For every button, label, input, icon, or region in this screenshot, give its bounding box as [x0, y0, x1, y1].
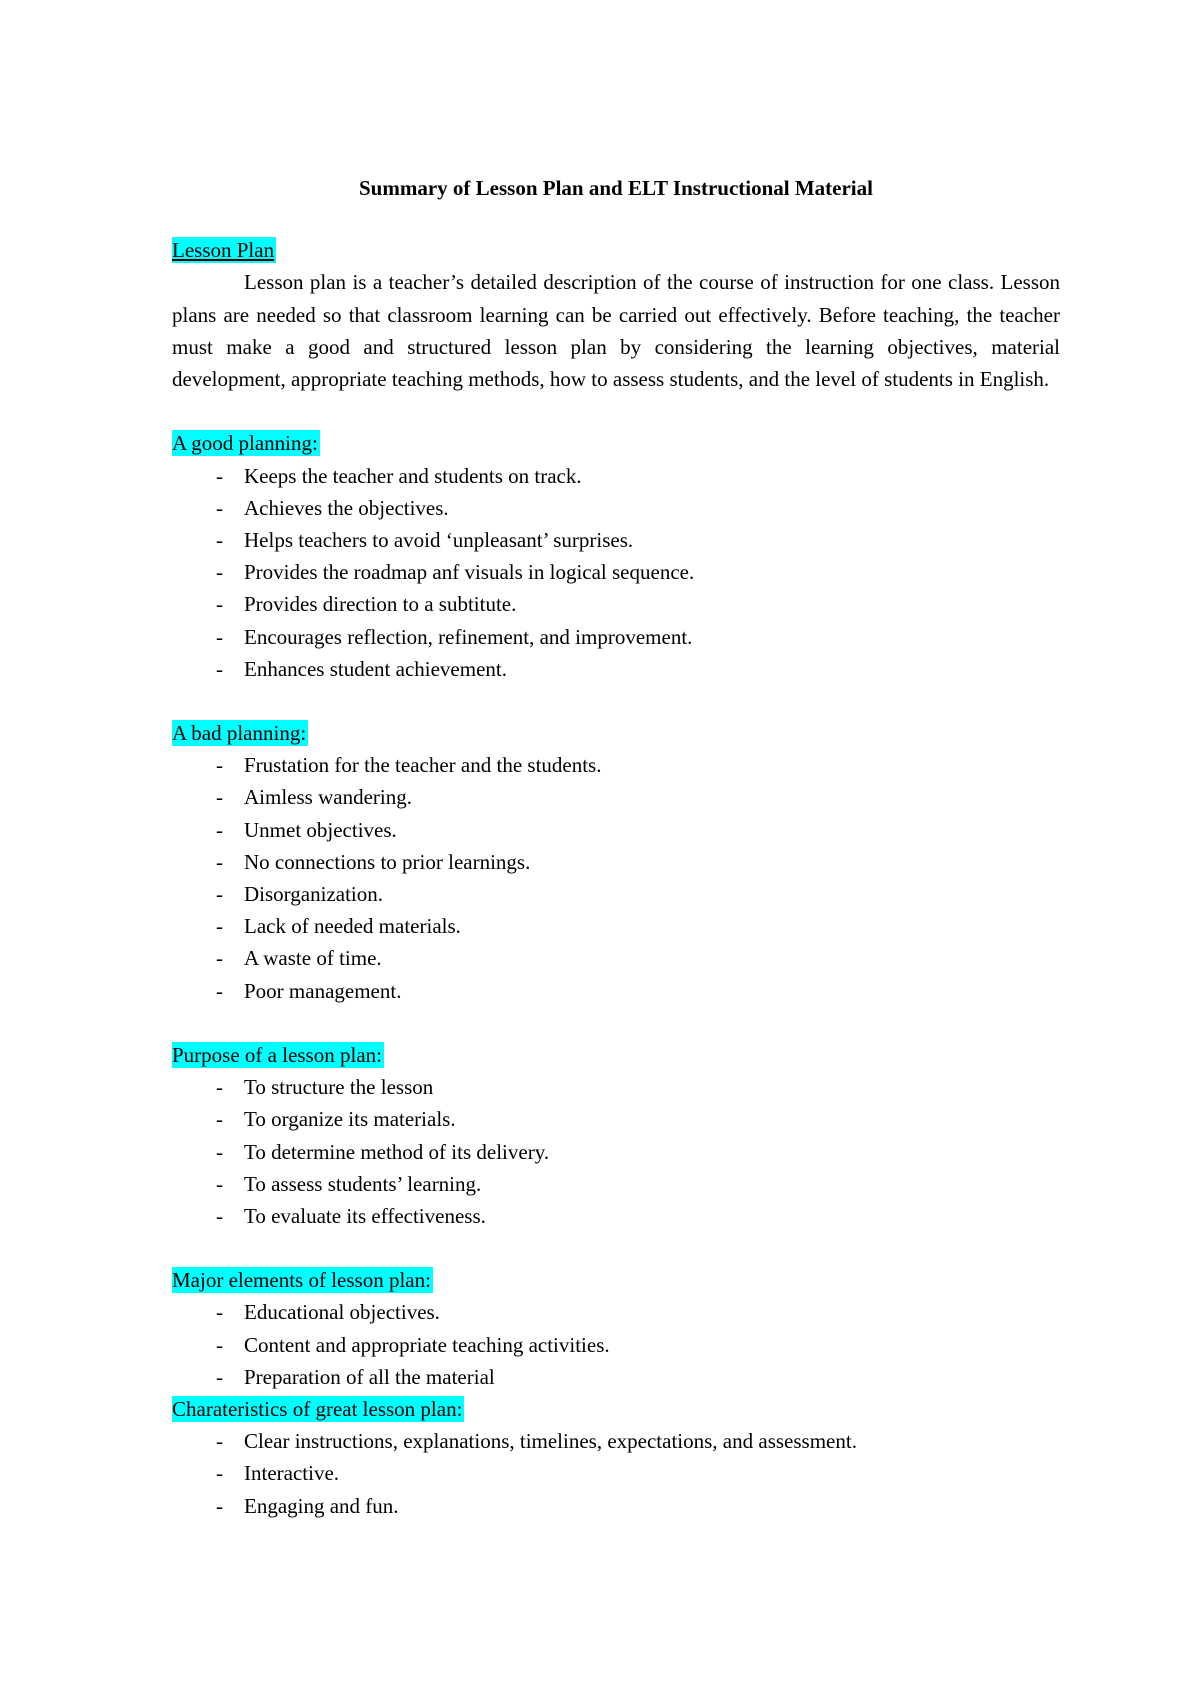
- list-item: [172, 524, 1060, 556]
- dash-bullet: -: [216, 463, 223, 488]
- dash-bullet: -: [216, 495, 223, 520]
- bad-planning-list: [172, 749, 1060, 1007]
- dash-bullet: -: [216, 914, 223, 939]
- dash-bullet: -: [216, 1139, 223, 1164]
- list-item: [172, 1071, 1060, 1103]
- dash-bullet: -: [216, 592, 223, 617]
- list-item-text: Poor management.: [244, 978, 402, 1003]
- characteristics-list: [172, 1425, 1060, 1522]
- list-item-text: Clear instructions, explanations, timelines, expectations, and assessment.: [244, 1429, 857, 1454]
- list-item-text: Encourages reflection, refinement, and improvement.: [244, 624, 693, 649]
- list-item: [172, 1329, 1060, 1361]
- list-item-text: To structure the lesson: [244, 1075, 434, 1100]
- list-item: [172, 1200, 1060, 1232]
- list-item-text: Content and appropriate teaching activities.: [244, 1332, 610, 1357]
- list-item: [172, 781, 1060, 813]
- list-item: [172, 814, 1060, 846]
- section-lesson-plan: [172, 234, 1060, 395]
- list-item: [172, 1103, 1060, 1135]
- dash-bullet: -: [216, 1332, 223, 1357]
- dash-bullet: -: [216, 1364, 223, 1389]
- list-item-text: Provides the roadmap anf visuals in logical sequence.: [244, 560, 695, 585]
- list-item-text: Enhances student achievement.: [244, 656, 507, 681]
- purpose-list: [172, 1071, 1060, 1232]
- list-item-text: Unmet objectives.: [244, 817, 397, 842]
- dash-bullet: -: [216, 1429, 223, 1454]
- document-title: Summary of Lesson Plan and ELT Instructional Material: [359, 176, 873, 200]
- list-item: [172, 942, 1060, 974]
- dash-bullet: -: [216, 978, 223, 1003]
- list-item: [172, 1361, 1060, 1393]
- heading-row: [172, 234, 1060, 266]
- list-item-text: Achieves the objectives.: [244, 495, 449, 520]
- section-characteristics: [172, 1393, 1060, 1522]
- list-item: [172, 460, 1060, 492]
- dash-bullet: -: [216, 1107, 223, 1132]
- heading-row: [172, 1393, 1060, 1425]
- list-item: [172, 1136, 1060, 1168]
- heading-row: [172, 717, 1060, 749]
- dash-bullet: -: [216, 1300, 223, 1325]
- heading-row: [172, 1039, 1060, 1071]
- list-item: [172, 910, 1060, 942]
- section-heading-major-elements: Major elements of lesson plan:: [172, 1268, 431, 1293]
- list-item-text: Lack of needed materials.: [244, 914, 461, 939]
- spacer: [172, 1007, 1060, 1039]
- list-item-text: Provides direction to a subtitute.: [244, 592, 517, 617]
- good-planning-list: [172, 460, 1060, 685]
- list-item: [172, 975, 1060, 1007]
- list-item: [172, 588, 1060, 620]
- list-item-text: To evaluate its effectiveness.: [244, 1203, 486, 1228]
- dash-bullet: -: [216, 753, 223, 778]
- dash-bullet: -: [216, 1171, 223, 1196]
- list-item-text: To assess students’ learning.: [244, 1171, 482, 1196]
- list-item-text: Disorganization.: [244, 882, 384, 907]
- dash-bullet: -: [216, 527, 223, 552]
- list-item-text: To determine method of its delivery.: [244, 1139, 550, 1164]
- dash-bullet: -: [216, 1203, 223, 1228]
- section-bad-planning: [172, 717, 1060, 1007]
- list-item-text: Helps teachers to avoid ‘unpleasant’ surprises.: [244, 527, 634, 552]
- list-item: [172, 1490, 1060, 1522]
- heading-row: [172, 427, 1060, 459]
- list-item: [172, 1425, 1060, 1457]
- list-item: [172, 621, 1060, 653]
- list-item: [172, 1296, 1060, 1328]
- dash-bullet: -: [216, 785, 223, 810]
- dash-bullet: -: [216, 946, 223, 971]
- list-item-text: Educational objectives.: [244, 1300, 440, 1325]
- dash-bullet: -: [216, 560, 223, 585]
- list-item-text: Engaging and fun.: [244, 1493, 399, 1518]
- dash-bullet: -: [216, 656, 223, 681]
- list-item: [172, 878, 1060, 910]
- list-item: [172, 492, 1060, 524]
- heading-row: [172, 1264, 1060, 1296]
- list-item-text: To organize its materials.: [244, 1107, 456, 1132]
- list-item: [172, 1168, 1060, 1200]
- list-item-text: Aimless wandering.: [244, 785, 412, 810]
- section-heading-purpose: Purpose of a lesson plan:: [172, 1042, 382, 1067]
- spacer: [172, 1232, 1060, 1264]
- dash-bullet: -: [216, 817, 223, 842]
- list-item: [172, 749, 1060, 781]
- lesson-plan-paragraph: Lesson plan is a teacher’s detailed description of the course of instruction for one class. Lesson plans are needed so that classroom learning can be carried out effectively. Before teaching, the teacher must make a good and structured lesson plan by considering the learning objectives, material development, appropriate teaching methods, how to assess students, and the level of students in English.: [172, 270, 1060, 391]
- section-heading-characteristics: Charateristics of great lesson plan:: [172, 1397, 463, 1422]
- spacer: [172, 685, 1060, 717]
- section-heading-bad-planning: A bad planning:: [172, 721, 307, 746]
- dash-bullet: -: [216, 1075, 223, 1100]
- major-elements-list: [172, 1296, 1060, 1393]
- dash-bullet: -: [216, 849, 223, 874]
- list-item-text: No connections to prior learnings.: [244, 849, 531, 874]
- section-major-elements: [172, 1264, 1060, 1393]
- section-purpose: [172, 1039, 1060, 1232]
- list-item: [172, 653, 1060, 685]
- section-heading-good-planning: A good planning:: [172, 431, 318, 456]
- list-item: [172, 1457, 1060, 1489]
- list-item-text: Preparation of all the material: [244, 1364, 495, 1389]
- list-item: [172, 846, 1060, 878]
- dash-bullet: -: [216, 1461, 223, 1486]
- section-heading-lesson-plan: Lesson Plan: [172, 238, 275, 263]
- list-item-text: A waste of time.: [244, 946, 382, 971]
- list-item-text: Interactive.: [244, 1461, 340, 1486]
- dash-bullet: -: [216, 882, 223, 907]
- dash-bullet: -: [216, 1493, 223, 1518]
- spacer: [172, 395, 1060, 427]
- list-item-text: Frustation for the teacher and the students.: [244, 753, 602, 778]
- list-item: [172, 556, 1060, 588]
- section-good-planning: [172, 427, 1060, 685]
- list-item-text: Keeps the teacher and students on track.: [244, 463, 582, 488]
- dash-bullet: -: [216, 624, 223, 649]
